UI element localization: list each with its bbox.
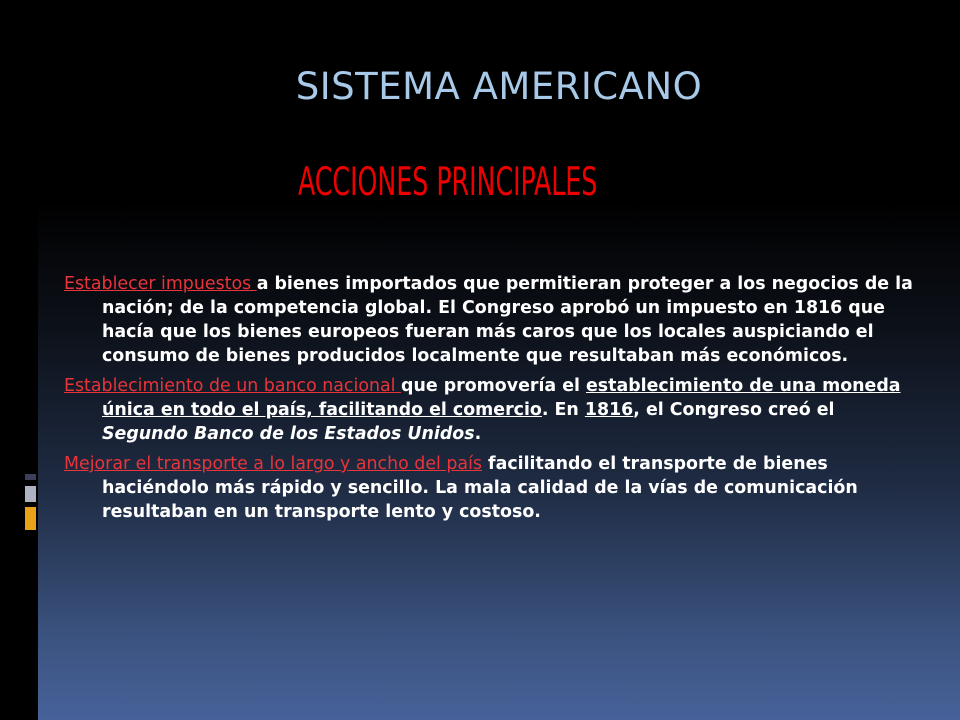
paragraph-text: que promovería el bbox=[401, 376, 587, 396]
paragraph-text: facilitando el transporte de bienes haciéndolo más rápido y sencillo. La mala calidad de la vías de comunicación resultaban en un transporte lento y costoso. bbox=[102, 454, 858, 522]
link-establecer-impuestos[interactable]: Establecer impuestos bbox=[64, 274, 257, 294]
paragraph-text: , el Congreso creó el bbox=[633, 400, 835, 420]
link-banco-nacional[interactable]: Establecimiento de un banco nacional bbox=[64, 376, 402, 396]
decorative-bar-dark bbox=[25, 474, 36, 480]
slide-title: SISTEMA AMERICANO bbox=[295, 65, 703, 108]
decorative-bar-orange bbox=[25, 507, 36, 530]
paragraph-text: a bienes importados que permitieran proteger a los negocios de la nación; de la competencia global. El Congreso aprobó un impuesto en 1816 que hacía que los bienes europeos fueran más caros que los locales auspiciando el consumo de bienes producidos localmente que resultaban más económicos. bbox=[102, 274, 913, 366]
paragraph-text: . bbox=[474, 424, 482, 444]
italic-bank-name: Segundo Banco de los Estados Unidos bbox=[102, 424, 475, 444]
bullet-paragraph-banco bbox=[64, 374, 924, 446]
bullet-paragraph-transporte bbox=[64, 452, 924, 524]
underlined-text: establecimiento de una moneda única en todo el país, facilitando el comercio bbox=[102, 376, 901, 420]
decorative-bar-gray bbox=[25, 486, 36, 502]
slide-body bbox=[64, 272, 924, 530]
link-mejorar-transporte[interactable]: Mejorar el transporte a lo largo y ancho del país bbox=[64, 454, 482, 474]
slide-subtitle: ACCIONES PRINCIPALES bbox=[298, 160, 598, 205]
underlined-year: 1816 bbox=[584, 400, 634, 420]
bullet-paragraph-impuestos bbox=[64, 272, 924, 368]
paragraph-text: . En bbox=[541, 400, 585, 420]
